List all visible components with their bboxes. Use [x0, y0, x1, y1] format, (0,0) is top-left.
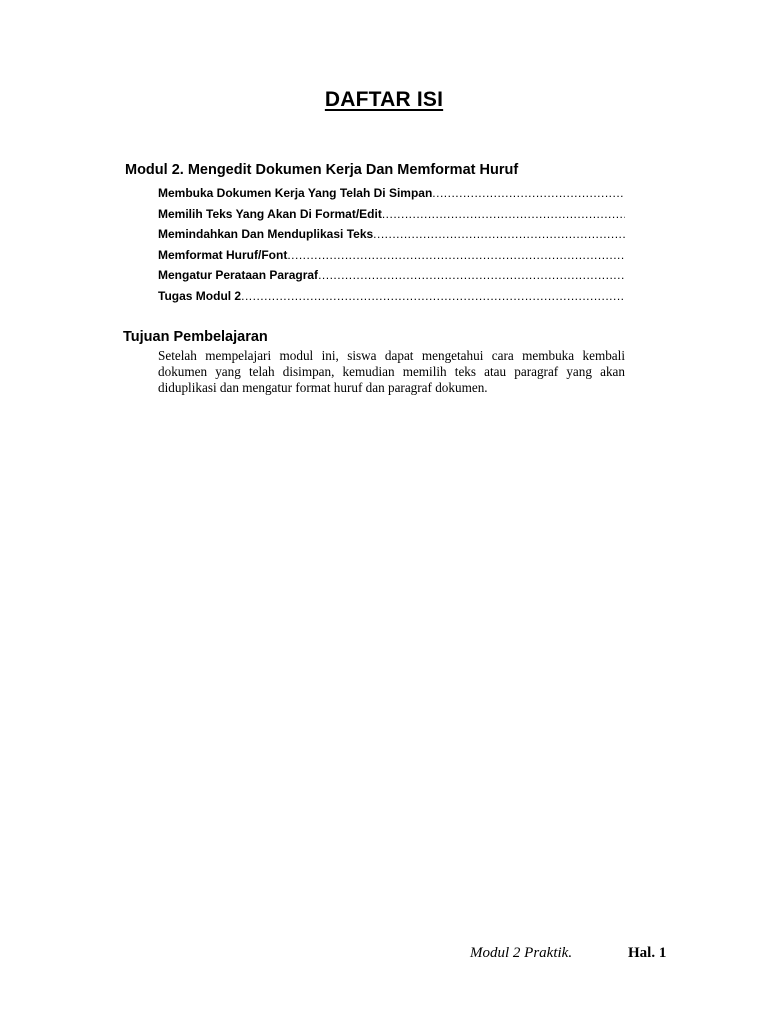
- footer-module-label: Modul 2 Praktik.: [470, 945, 573, 961]
- toc-dot-leader: [287, 245, 625, 266]
- toc-entry-label: Memilih Teks Yang Akan Di Format/Edit: [158, 206, 382, 221]
- toc-dot-leader: [241, 286, 625, 307]
- objectives-heading: Tujuan Pembelajaran: [123, 329, 268, 345]
- toc-dot-leader: [432, 183, 625, 204]
- toc-dot-leader: [373, 224, 625, 245]
- toc-entry[interactable]: [158, 204, 625, 225]
- toc-entry-label: Tugas Modul 2: [158, 288, 242, 303]
- toc-entry-label: Memformat Huruf/Font: [158, 247, 288, 262]
- toc-entry-label: Memindahkan Dan Menduplikasi Teks: [158, 227, 374, 241]
- page-title: DAFTAR ISI: [324, 88, 444, 111]
- toc-entry[interactable]: [158, 224, 625, 245]
- objectives-paragraph: Setelah mempelajari modul ini, siswa dapat mengetahui cara membuka kembali dokumen yang telah disimpan, kemudian memilih teks atau paragraf yang akan diduplikasi dan mengatur format huruf dan paragraf dokumen.: [158, 348, 625, 395]
- toc-list: [158, 183, 625, 306]
- toc-entry[interactable]: [158, 245, 625, 266]
- toc-module-heading: Modul 2. Mengedit Dokumen Kerja Dan Memformat Huruf: [125, 162, 519, 178]
- footer-page-number: Hal. 1: [628, 945, 667, 961]
- toc-entry-label: Membuka Dokumen Kerja Yang Telah Di Simpan: [158, 186, 433, 200]
- toc-dot-leader: [318, 265, 625, 286]
- toc-dot-leader: [382, 204, 625, 225]
- toc-entry[interactable]: [158, 286, 625, 307]
- toc-entry[interactable]: [158, 183, 625, 204]
- toc-entry-label: Mengatur Perataan Paragraf: [158, 268, 319, 282]
- toc-entry[interactable]: [158, 265, 625, 286]
